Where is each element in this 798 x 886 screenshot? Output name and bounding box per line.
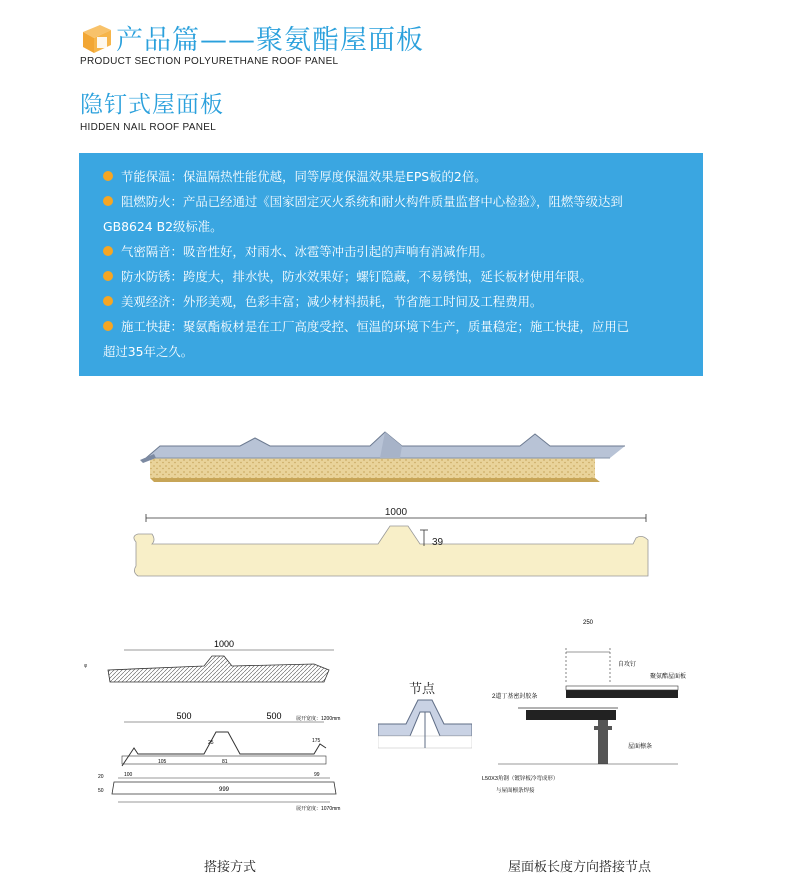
lap-spread-width-label: 展开宽度：1200mm (296, 716, 341, 722)
joint-angle-label-1: L50X3角钢（镀锌板冷弯成形） (482, 776, 559, 782)
bullet-dot-icon (103, 196, 113, 206)
lap-top-width-label: 1000 (213, 639, 235, 649)
bullet-dot-icon (103, 246, 113, 256)
section-subtitle-en: HIDDEN NAIL ROOF PANEL (80, 122, 217, 133)
lap-dim-105: 105 (158, 759, 167, 765)
lap-dim-50: 50 (98, 788, 104, 794)
bullet-dot-icon (103, 171, 113, 181)
lap-dim-20: 20 (98, 774, 104, 780)
lap-half-right-label: 500 (266, 711, 282, 721)
joint-panel-label: 聚氨酯屋面板 (650, 674, 687, 680)
node-detail-drawing (378, 694, 472, 750)
lap-connection-drawing (84, 636, 364, 816)
feature-item: 防水防锈：跨度大，排水快，防水效果好；螺钉隐藏，不易锈蚀，延长板材使用年限。 (103, 264, 685, 289)
lap-dim-81: 81 (222, 759, 228, 765)
panel-profile-diagram (128, 506, 663, 582)
panel-3d-illustration (140, 428, 640, 484)
node-label: 节点 (409, 682, 436, 697)
joint-angle-label-2: 与屋面檩条焊接 (496, 788, 535, 794)
bullet-dot-icon (103, 271, 113, 281)
lap-dim-99: 99 (314, 772, 320, 778)
joint-purlin-label: 屋面檩条 (628, 744, 653, 750)
features-box (79, 153, 703, 376)
lap-dim-100: 100 (124, 772, 133, 778)
feature-item: 气密隔音：吸音性好，对雨水、冰雹等冲击引起的声响有消减作用。 (103, 239, 685, 264)
svg-text:φ: φ (84, 663, 88, 669)
profile-width-label: 1000 (384, 507, 408, 518)
feature-item: 节能保温：保温隔热性能优越，同等厚度保温效果是EPS板的2倍。 (103, 164, 685, 189)
feature-item: 施工快捷：聚氨酯板材是在工厂高度受控、恒温的环境下生产，质量稳定；施工快捷，应用已 超过35年之久。 (103, 319, 630, 359)
joint-caption: 屋面板长度方向搭接节点 (508, 860, 652, 875)
feature-item: 阻燃防火：产品已经通过《国家固定灭火系统和耐火构件质量监督中心检验》，阻燃等级达到 GB8624 B2级标准。 (103, 194, 623, 234)
page-subtitle-en: PRODUCT SECTION POLYURETHANE ROOF PANEL (80, 56, 339, 67)
product-logo-icon (80, 22, 114, 56)
joint-dim-250: 250 (582, 620, 594, 626)
lap-spread-width2-label: 展开宽度：1070mm (296, 806, 341, 812)
bullet-dot-icon (103, 296, 113, 306)
joint-screw-label: 自攻钉 (618, 662, 637, 668)
joint-sealant-label: 2道丁基密封胶条 (492, 694, 538, 700)
section-title: 隐钉式屋面板 (80, 92, 224, 118)
lap-dim-175: 175 (312, 738, 321, 744)
lap-caption: 搭接方式 (204, 860, 257, 875)
lap-dim-25: 25 (208, 740, 214, 746)
lap-half-left-label: 500 (176, 711, 192, 721)
bullet-dot-icon (103, 321, 113, 331)
page-title: 产品篇——聚氨酯屋面板 (116, 25, 424, 56)
feature-item: 美观经济：外形美观，色彩丰富；减少材料损耗，节省施工时间及工程费用。 (103, 289, 685, 314)
profile-height-label: 39 (432, 537, 444, 548)
lap-dim-999: 999 (218, 787, 230, 793)
longitudinal-joint-drawing (478, 614, 688, 804)
